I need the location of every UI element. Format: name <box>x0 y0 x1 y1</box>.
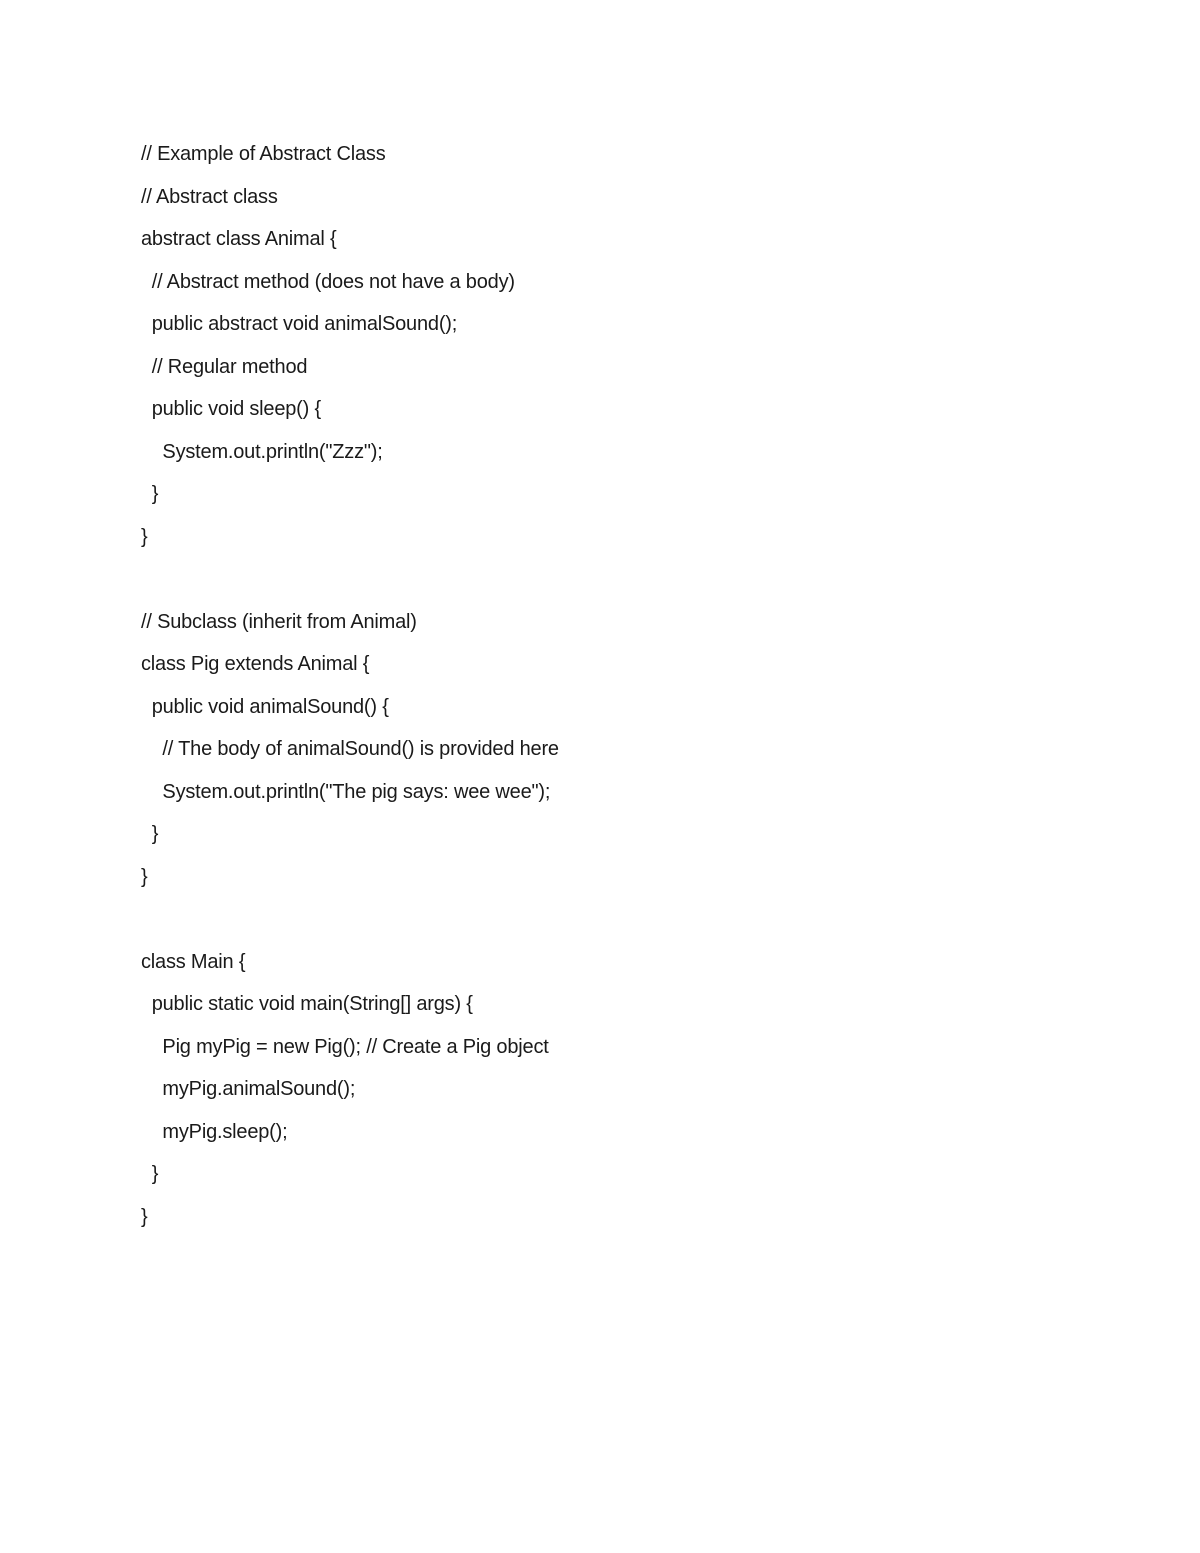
code-line: } <box>141 483 159 505</box>
blank-line <box>141 903 559 946</box>
code-line: } <box>141 1163 159 1185</box>
code-line: public static void main(String[] args) { <box>141 993 473 1015</box>
code-line: System.out.println("Zzz"); <box>141 440 383 463</box>
code-line: public void animalSound() { <box>141 695 389 718</box>
code-line: myPig.sleep(); <box>141 1120 288 1143</box>
code-line: myPig.animalSound(); <box>141 1078 356 1100</box>
code-line: // Regular method <box>141 355 308 378</box>
code-line: // Example of Abstract Class <box>141 143 386 165</box>
code-line: class Pig extends Animal { <box>141 653 370 675</box>
blank-line <box>141 563 559 606</box>
code-line: // Abstract method (does not have a body) <box>141 270 515 293</box>
code-line: // Subclass (inherit from Animal) <box>141 610 417 633</box>
code-line: } <box>141 823 159 845</box>
code-line: public abstract void animalSound(); <box>141 313 458 335</box>
code-line: // Abstract class <box>141 185 278 208</box>
code-line: System.out.println("The pig says: wee wee"); <box>141 780 551 803</box>
code-line: } <box>141 1205 148 1228</box>
code-line: class Main { <box>141 950 246 973</box>
code-line: } <box>141 865 148 888</box>
code-listing <box>141 138 559 1243</box>
code-line: // The body of animalSound() is provided here <box>141 738 559 760</box>
code-line: public void sleep() { <box>141 398 321 420</box>
code-line: Pig myPig = new Pig(); // Create a Pig object <box>141 1035 549 1058</box>
code-line: abstract class Animal { <box>141 228 337 250</box>
code-line: } <box>141 525 148 548</box>
